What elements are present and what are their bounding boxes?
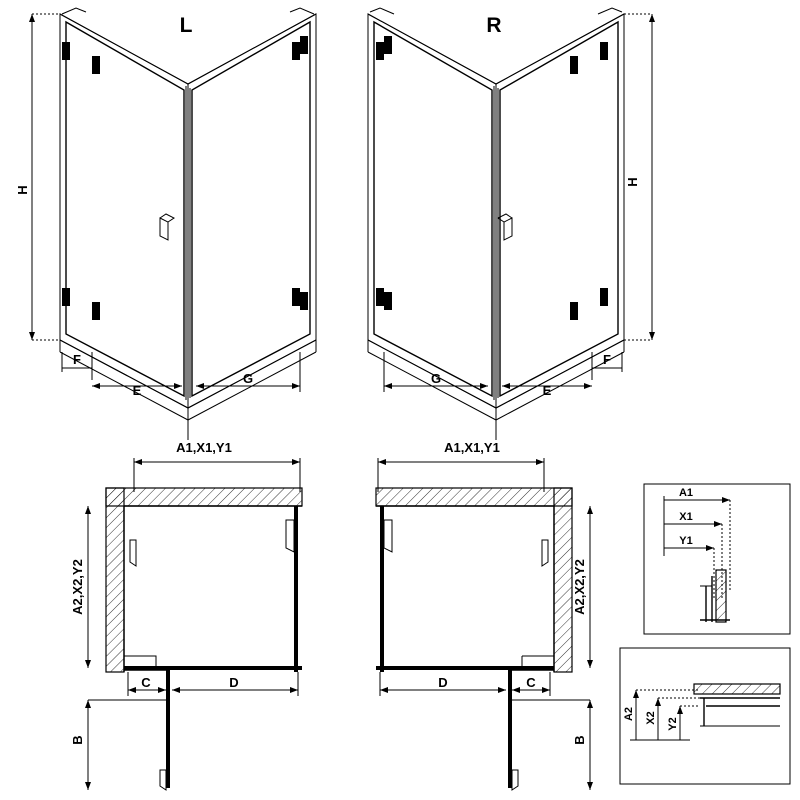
label-h-left: H: [15, 185, 30, 195]
label-g-right: G: [430, 371, 442, 386]
label-e-right: E: [542, 383, 552, 398]
label-a1x1y1-right: A1,X1,Y1: [444, 440, 500, 455]
label-x1-detail: X1: [679, 511, 693, 523]
title-right-variant: R: [486, 14, 502, 37]
label-e-left: E: [132, 383, 142, 398]
label-y2-detail: Y2: [667, 717, 679, 731]
label-b-left: B: [70, 735, 85, 745]
detail-view-top: [644, 484, 790, 634]
label-a2x2y2-right: A2,X2,Y2: [572, 559, 587, 615]
label-b-right: B: [572, 735, 587, 745]
title-left-variant: L: [179, 14, 193, 37]
label-c-right: C: [526, 675, 536, 690]
label-f-left: F: [73, 352, 81, 367]
isometric-view-right: [368, 8, 652, 440]
label-a1x1y1-left: A1,X1,Y1: [176, 440, 232, 455]
label-c-left: C: [141, 675, 151, 690]
label-h-right: H: [625, 177, 640, 187]
label-g-left: G: [242, 371, 254, 386]
detail-view-bottom: [620, 648, 790, 784]
label-a2-detail: A2: [623, 706, 635, 722]
label-a2x2y2-left: A2,X2,Y2: [70, 559, 85, 615]
plan-view-left: [70, 440, 302, 790]
label-a1-detail: A1: [678, 487, 694, 499]
label-f-right: F: [603, 352, 611, 367]
label-y1-detail: Y1: [679, 535, 693, 547]
isometric-view-left: [15, 8, 316, 440]
label-d-left: D: [229, 675, 239, 690]
label-x2-detail: X2: [645, 711, 657, 725]
label-d-right: D: [438, 675, 448, 690]
plan-view-right: [376, 440, 590, 790]
